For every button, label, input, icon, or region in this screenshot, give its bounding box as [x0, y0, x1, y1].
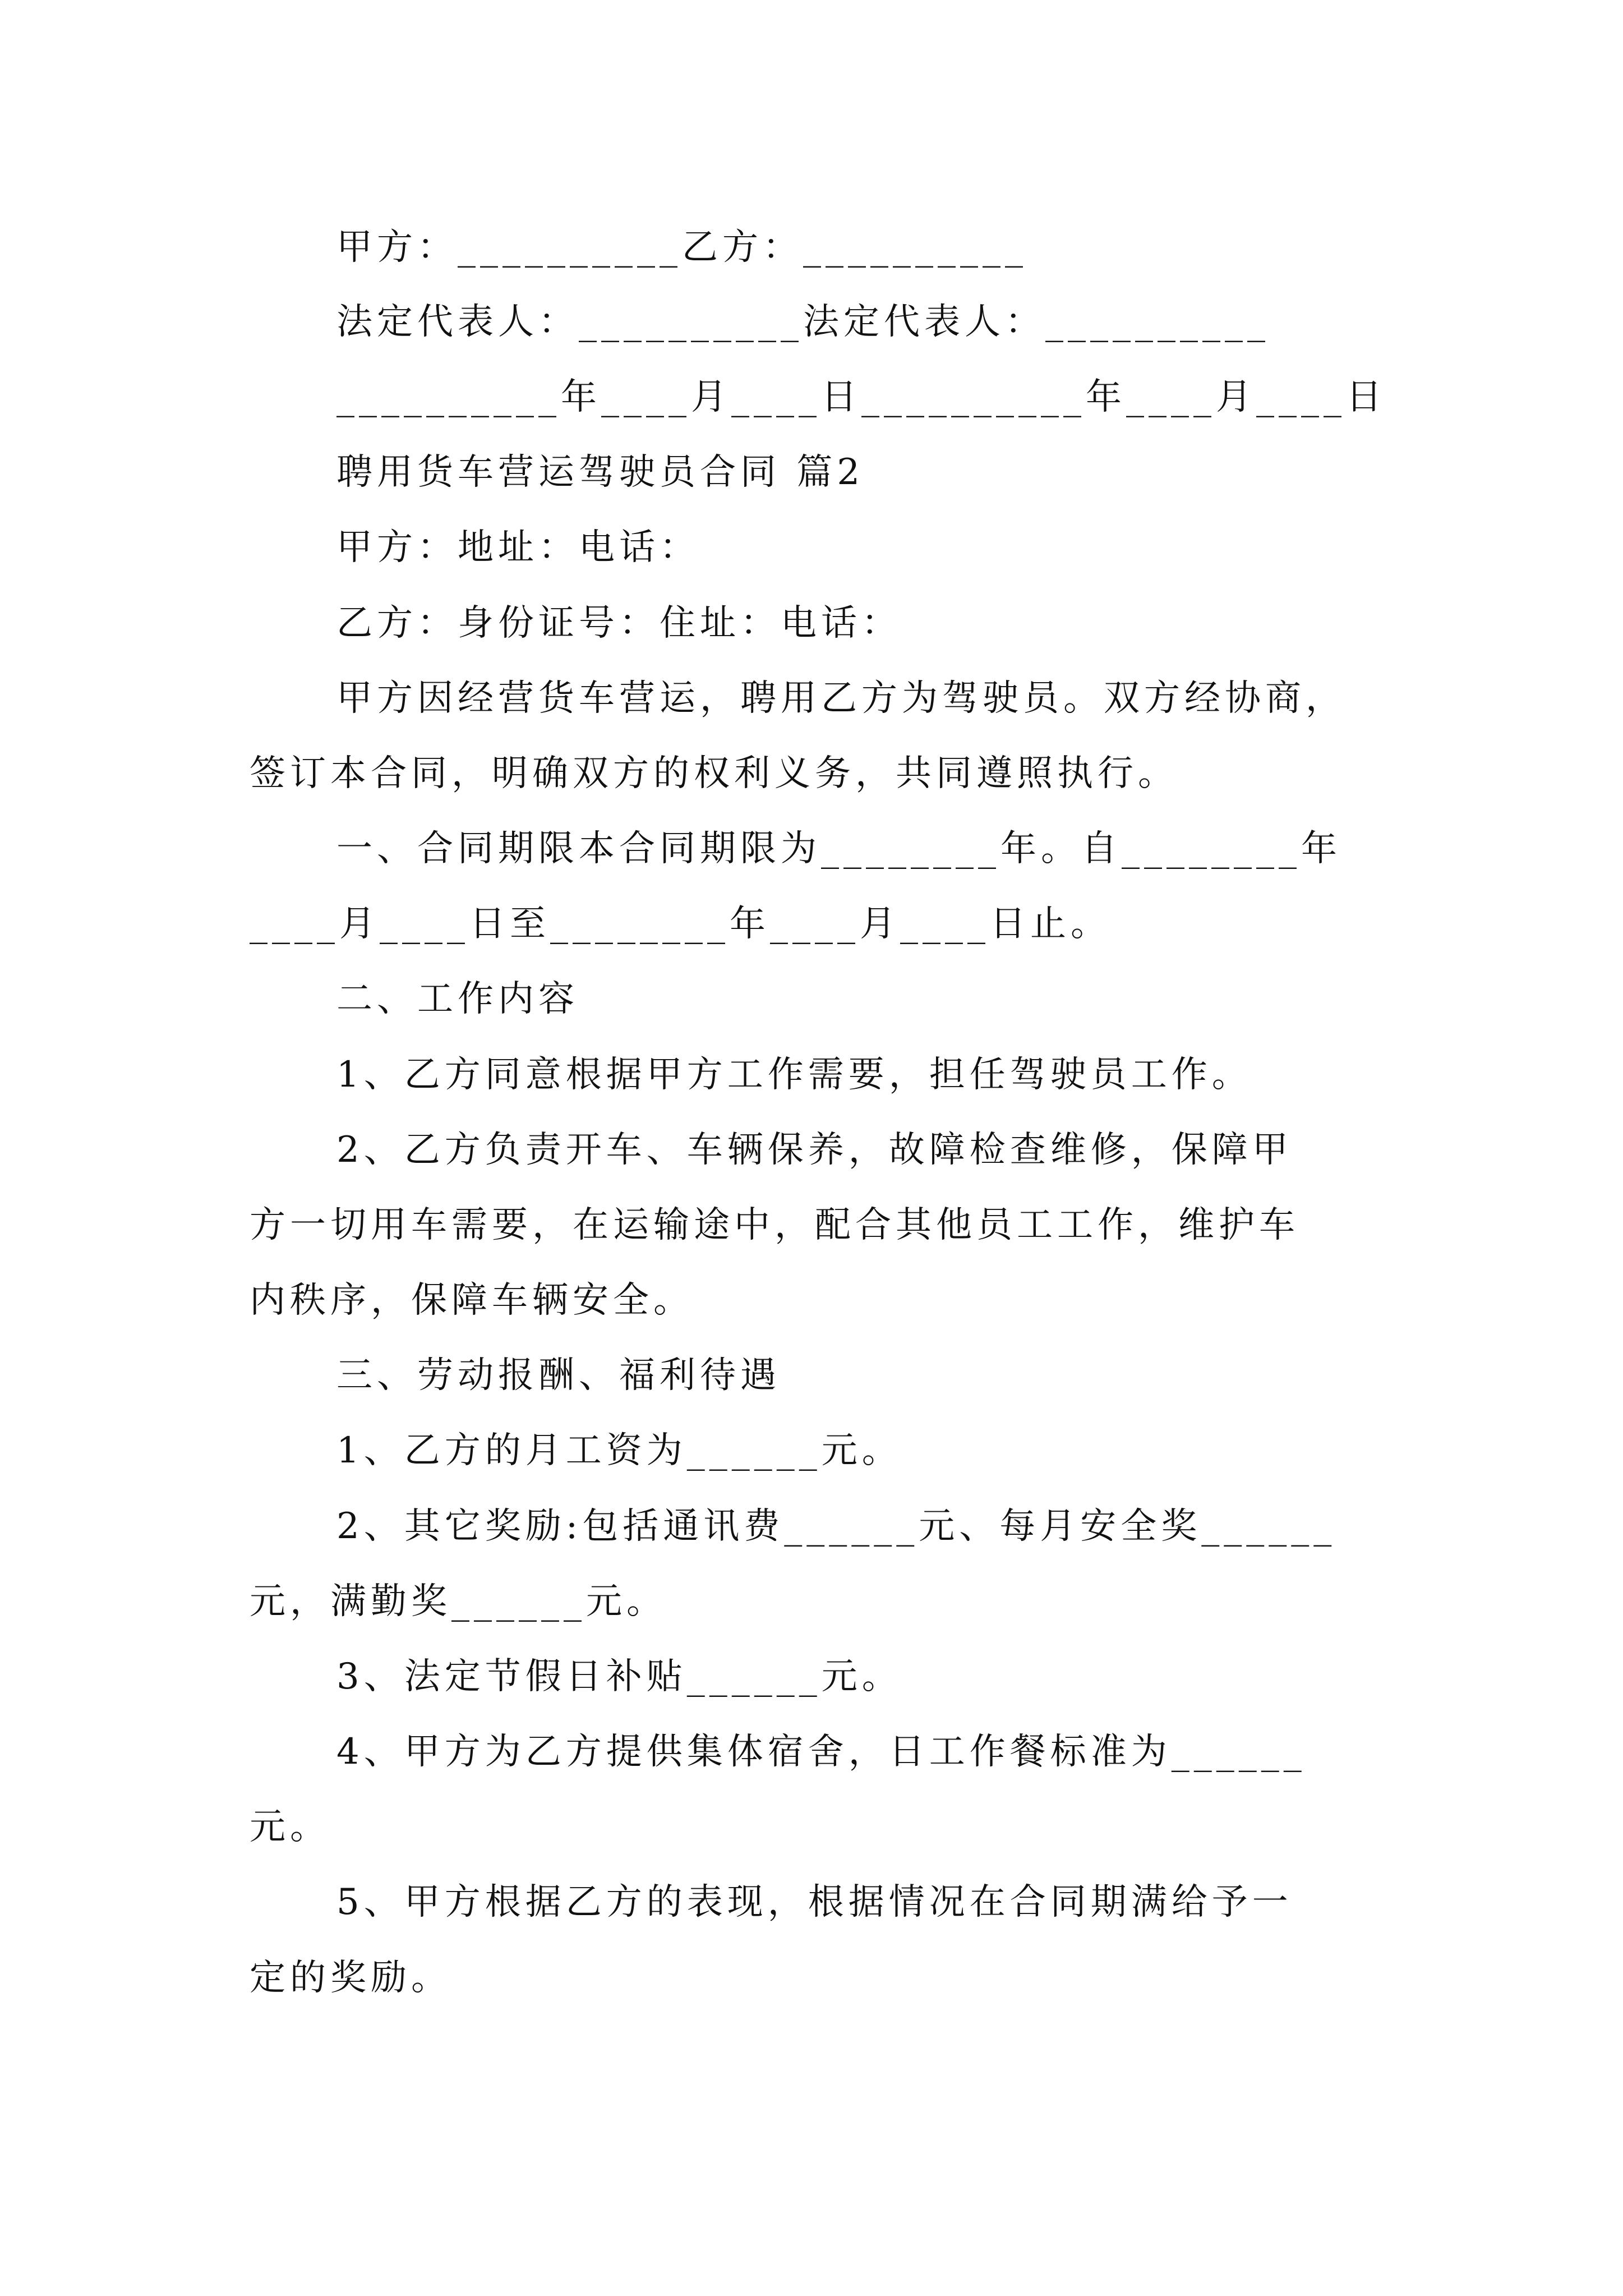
paragraph-line: 甲方因经营货车营运，聘用乙方为驾驶员。双方经协商，	[336, 678, 1346, 719]
contract-heading: 聘用货车营运驾驶员合同 篇2	[336, 452, 865, 493]
party-a-info-line: 甲方：地址：电话：	[336, 527, 700, 568]
party-b-info-line: 乙方：身份证号：住址：电话：	[336, 602, 902, 644]
section-heading: 二、工作内容	[336, 978, 579, 1020]
paragraph-line: 元，满勤奖______元。	[250, 1581, 667, 1622]
section-heading: 三、劳动报酬、福利待遇	[336, 1355, 781, 1396]
paragraph-line: 方一切用车需要，在运输途中，配合其他员工工作，维护车	[250, 1204, 1299, 1246]
paragraph-line: 定的奖励。	[250, 1957, 451, 1999]
legal-representative-line: 法定代表人：__________法定代表人：__________	[336, 301, 1270, 343]
paragraph-line: 1、乙方同意根据甲方工作需要，担任驾驶员工作。	[336, 1054, 1252, 1096]
paragraph-line: 3、法定节假日补贴______元。	[336, 1656, 902, 1697]
paragraph-line: 1、乙方的月工资为______元。	[336, 1430, 902, 1471]
paragraph-line: 4、甲方为乙方提供集体宿舍，日工作餐标准为______	[336, 1731, 1306, 1773]
paragraph-line: 5、甲方根据乙方的表现，根据情况在合同期满给予一	[336, 1881, 1293, 1923]
paragraph-line: ____月____日至________年____月____日止。	[250, 903, 1111, 945]
paragraph-line: 元。	[250, 1806, 330, 1848]
paragraph-line: 一、合同期限本合同期限为________年。自________年	[336, 828, 1341, 869]
paragraph-line: 签订本合同，明确双方的权利义务，共同遵照执行。	[250, 753, 1178, 794]
paragraph-line: 2、乙方负责开车、车辆保养，故障检查维修，保障甲	[336, 1129, 1293, 1171]
paragraph-line: 内秩序，保障车辆安全。	[250, 1280, 694, 1321]
signing-date-line: __________年____月____日__________年____月____日	[336, 376, 1386, 418]
paragraph-line: 2、其它奖励:包括通讯费______元、每月安全奖______	[336, 1506, 1336, 1547]
party-line: 甲方：__________乙方：__________	[336, 227, 1027, 268]
